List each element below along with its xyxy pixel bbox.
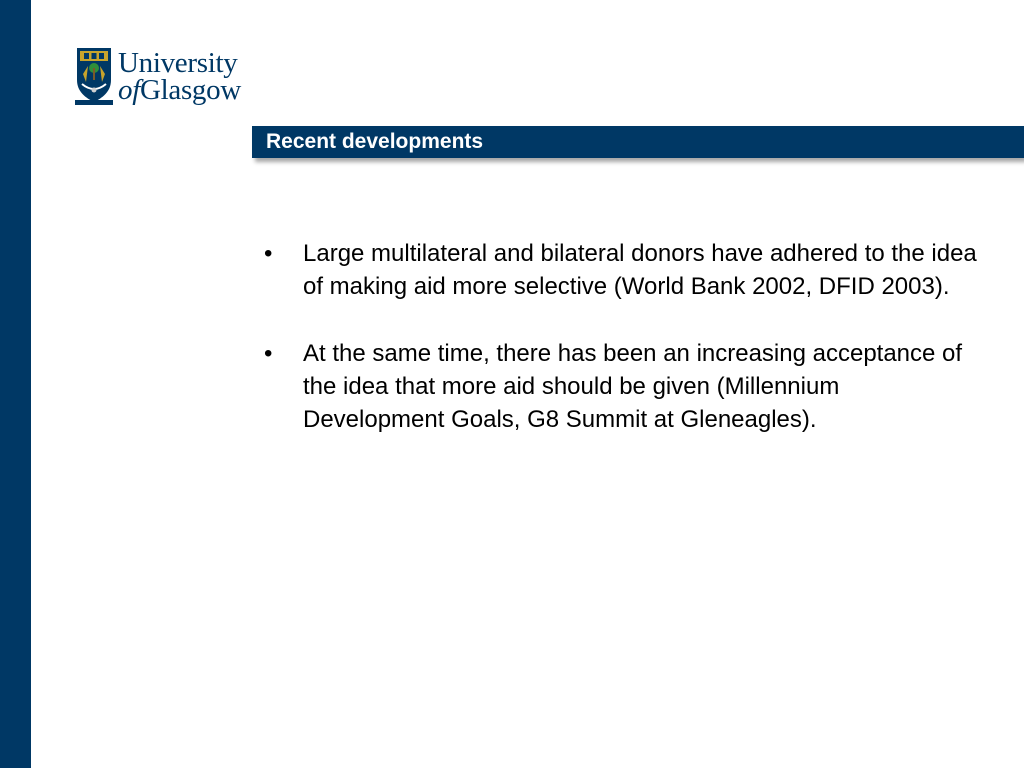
slide-title: Recent developments [266, 130, 484, 153]
left-brand-bar [0, 0, 31, 768]
bullet-text: Large multilateral and bilateral donors have adhered to the idea of making aid more selective (World Bank 2002, DFID 2003). [303, 240, 977, 300]
list-item [264, 237, 984, 303]
logo-of: of [118, 74, 140, 106]
logo-wordmark [118, 46, 241, 105]
logo-glasgow: Glasgow [139, 74, 241, 106]
list-item [264, 337, 984, 436]
bullet-text: At the same time, there has been an increasing acceptance of the idea that more aid should be given (Millennium Development Goals, G8 Summit at Gleneagles). [303, 340, 963, 433]
university-crest-icon [74, 46, 114, 106]
title-bar [252, 126, 1024, 158]
university-logo [74, 46, 254, 110]
logo-line-university: University [118, 47, 238, 79]
logo-line-of-glasgow [118, 76, 241, 105]
bullet-marker: • [264, 240, 273, 267]
bullet-marker: • [264, 340, 273, 367]
bullet-list [264, 237, 984, 470]
